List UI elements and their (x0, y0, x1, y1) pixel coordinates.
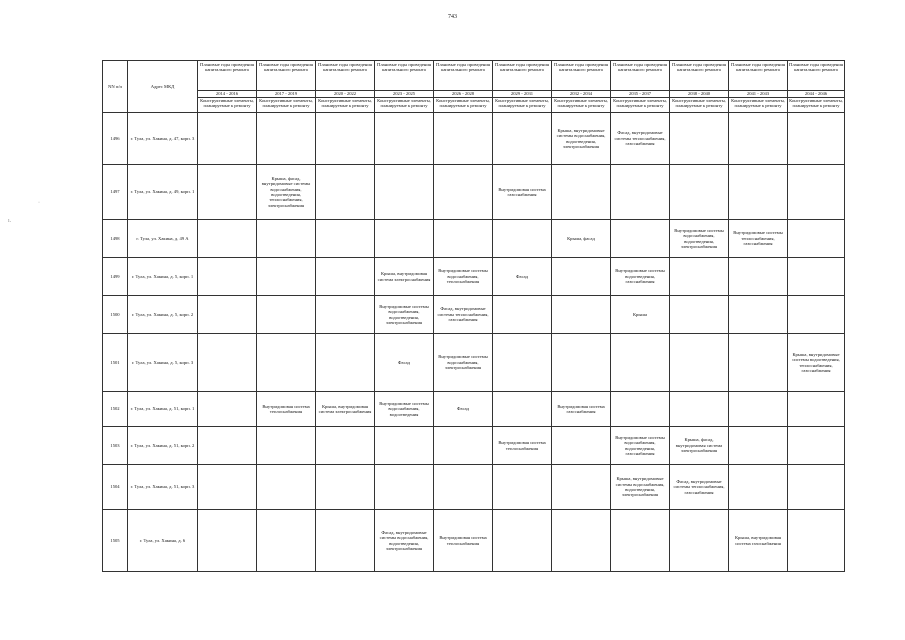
repair-elements-cell: Внутридомовые системы водоотведения, газоснабжения (611, 258, 670, 296)
repair-elements-cell: Внутридомовая система газоснабжения (493, 165, 552, 220)
col-title: Плановые годы проведения капитального ремонта (611, 61, 670, 91)
repair-elements-cell (434, 165, 493, 220)
repair-elements-cell: Внутридомовая система теплоснабжения (257, 392, 316, 427)
row-address: г. Тула, ул. Хакина, д. 49 А (128, 220, 198, 258)
repair-elements-cell: Крыша, внутридомовая система газоснабжения (729, 510, 788, 572)
repair-elements-cell: Внутридомовые системы водоснабжения, теплоснабжения (434, 258, 493, 296)
repair-elements-cell (257, 113, 316, 165)
repair-elements-cell (316, 165, 375, 220)
repair-elements-cell (316, 220, 375, 258)
repair-elements-cell: Внутридомовые системы водоснабжения, электроснабжения (434, 334, 493, 392)
row-number: 1503 (103, 427, 128, 465)
repair-elements-cell (670, 392, 729, 427)
repair-elements-cell (670, 113, 729, 165)
table-row (103, 510, 845, 572)
repair-elements-cell (316, 334, 375, 392)
row-number: 1496 (103, 113, 128, 165)
col-subtitle: Конструктивные элементы, планируемые к ремонту (611, 98, 670, 113)
period-2044: 2044 - 2046 (788, 91, 845, 98)
repair-elements-cell (611, 510, 670, 572)
col-subtitle: Конструктивные элементы, планируемые к ремонту (493, 98, 552, 113)
repair-elements-cell: Крыша, внутридомовая система электроснабжения (316, 392, 375, 427)
repair-elements-cell: Фасад, внутридомовые системы водоснабжения, водоотведения, электроснабжения (375, 510, 434, 572)
table-body (103, 113, 845, 572)
repair-elements-cell (729, 113, 788, 165)
col-subtitle: Конструктивные элементы, планируемые к ремонту (434, 98, 493, 113)
table-row (103, 165, 845, 220)
repair-elements-cell (729, 296, 788, 334)
repair-elements-cell (729, 258, 788, 296)
repair-elements-cell (788, 427, 845, 465)
repair-elements-cell (729, 392, 788, 427)
repair-elements-cell: Крыша, фасад, внутридомовая система электроснабжения (670, 427, 729, 465)
row-address: г. Тула, ул. Хакина, д. 51, корп. 1 (128, 392, 198, 427)
repair-schedule-table (102, 60, 845, 572)
table-row (103, 465, 845, 510)
repair-elements-cell (552, 334, 611, 392)
row-address: г. Тула, ул. Хакина, д. 49, корп. 1 (128, 165, 198, 220)
col-subtitle: Конструктивные элементы, планируемые к ремонту (788, 98, 845, 113)
repair-elements-cell (316, 465, 375, 510)
row-number: 1505 (103, 510, 128, 572)
repair-elements-cell (434, 220, 493, 258)
table-row (103, 392, 845, 427)
period-2038: 2038 - 2040 (670, 91, 729, 98)
repair-elements-cell (375, 465, 434, 510)
row-address: г. Тула, ул. Хакина, д. 51, корп. 2 (128, 427, 198, 465)
repair-elements-cell (552, 296, 611, 334)
repair-elements-cell (375, 165, 434, 220)
repair-elements-cell (788, 296, 845, 334)
col-title: Плановые годы проведения капитального ремонта (257, 61, 316, 91)
col-subtitle: Конструктивные элементы, планируемые к ремонту (375, 98, 434, 113)
repair-elements-cell (257, 220, 316, 258)
table-row (103, 296, 845, 334)
repair-elements-cell (316, 258, 375, 296)
repair-elements-cell (257, 296, 316, 334)
col-title: Плановые годы проведения капитального ремонта (670, 61, 729, 91)
repair-elements-cell (611, 220, 670, 258)
repair-elements-cell (198, 296, 257, 334)
repair-elements-cell (729, 465, 788, 510)
repair-elements-cell (257, 465, 316, 510)
col-num-header: NN п/п (103, 61, 128, 113)
row-address: г. Тула, ул. Хакина, д. 51, корп. 3 (128, 465, 198, 510)
col-title: Плановые годы проведения капитального ремонта (316, 61, 375, 91)
col-subtitle: Конструктивные элементы, планируемые к ремонту (552, 98, 611, 113)
repair-elements-cell (316, 510, 375, 572)
table-row (103, 427, 845, 465)
period-2035: 2035 - 2037 (611, 91, 670, 98)
repair-elements-cell (375, 220, 434, 258)
table-row (103, 334, 845, 392)
repair-elements-cell (316, 296, 375, 334)
repair-elements-cell (375, 427, 434, 465)
period-2023: 2023 - 2025 (375, 91, 434, 98)
repair-elements-cell (552, 258, 611, 296)
row-number: 1500 (103, 296, 128, 334)
repair-elements-cell (552, 465, 611, 510)
repair-elements-cell (552, 427, 611, 465)
repair-elements-cell (198, 392, 257, 427)
repair-elements-cell (198, 220, 257, 258)
repair-elements-cell (316, 427, 375, 465)
repair-elements-cell (198, 510, 257, 572)
period-2020: 2020 - 2022 (316, 91, 375, 98)
repair-elements-cell: Крыша, фасад, внутридомовые системы водоснабжения, водоотведения, теплоснабжения, электроснабжения (257, 165, 316, 220)
repair-elements-cell (729, 334, 788, 392)
col-subtitle: Конструктивные элементы, планируемые к ремонту (729, 98, 788, 113)
repair-elements-cell (552, 510, 611, 572)
period-2032: 2032 - 2034 (552, 91, 611, 98)
repair-elements-cell: Фасад (434, 392, 493, 427)
repair-elements-cell (198, 165, 257, 220)
row-address: г. Тула, ул. Хакина, д. 5, корп. 2 (128, 296, 198, 334)
repair-elements-cell (493, 392, 552, 427)
repair-elements-cell: Внутридомовая система газоснабжения (552, 392, 611, 427)
row-number: 1501 (103, 334, 128, 392)
repair-elements-cell (198, 334, 257, 392)
row-number: 1502 (103, 392, 128, 427)
repair-elements-cell (670, 334, 729, 392)
row-address: г. Тула, ул. Хакина, д. 5, корп. 3 (128, 334, 198, 392)
repair-elements-cell: Внутридомовые системы водоснабжения, водоотведения (375, 392, 434, 427)
period-2029: 2029 - 2031 (493, 91, 552, 98)
row-address: г. Тула, ул. Хакина, д. 5, корп. 1 (128, 258, 198, 296)
repair-elements-cell: Фасад (375, 334, 434, 392)
repair-elements-cell (788, 165, 845, 220)
page-number: 743 (448, 14, 457, 20)
header-row-periods (103, 91, 845, 98)
scan-mark: · (38, 200, 40, 206)
repair-elements-cell (493, 334, 552, 392)
repair-elements-cell: Внутридомовые системы водоснабжения, водоотведения, электроснабжения (670, 220, 729, 258)
repair-elements-cell (434, 465, 493, 510)
row-address: г. Тула, ул. Хакина, д. 6 (128, 510, 198, 572)
repair-elements-cell (670, 165, 729, 220)
repair-elements-cell (670, 510, 729, 572)
repair-elements-cell (493, 113, 552, 165)
repair-elements-cell (257, 510, 316, 572)
row-number: 1498 (103, 220, 128, 258)
row-number: 1497 (103, 165, 128, 220)
col-subtitle: Конструктивные элементы, планируемые к ремонту (316, 98, 375, 113)
repair-elements-cell (493, 220, 552, 258)
col-title: Плановые годы проведения капитального ремонта (198, 61, 257, 91)
repair-elements-cell (788, 113, 845, 165)
repair-elements-cell (611, 165, 670, 220)
repair-elements-cell: Внутридомовые системы водоснабжения, водоотведения, электроснабжения (375, 296, 434, 334)
repair-elements-cell: Фасад, внутридомовые системы теплоснабжения, газоснабжения (434, 296, 493, 334)
repair-elements-cell (729, 165, 788, 220)
col-address-header: Адрес МКД (128, 61, 198, 113)
repair-elements-cell: Внутридомовые системы водоснабжения, водоотведения, газоснабжения (611, 427, 670, 465)
repair-elements-cell (729, 427, 788, 465)
period-2026: 2026 - 2028 (434, 91, 493, 98)
repair-elements-cell (493, 510, 552, 572)
repair-elements-cell (257, 427, 316, 465)
repair-elements-cell (788, 510, 845, 572)
col-title: Плановые годы проведения капитального ремонта (375, 61, 434, 91)
repair-elements-cell (788, 220, 845, 258)
repair-elements-cell (434, 113, 493, 165)
repair-elements-cell: Внутридомовая система теплоснабжения (434, 510, 493, 572)
repair-elements-cell (434, 427, 493, 465)
repair-elements-cell (257, 258, 316, 296)
repair-elements-cell (611, 392, 670, 427)
repair-elements-cell (257, 334, 316, 392)
repair-elements-cell: Крыша (611, 296, 670, 334)
table-row (103, 258, 845, 296)
col-title: Плановые годы проведения капитального ремонта (552, 61, 611, 91)
repair-elements-cell (670, 296, 729, 334)
table-row (103, 113, 845, 165)
repair-elements-cell (788, 392, 845, 427)
period-2041: 2041 - 2043 (729, 91, 788, 98)
repair-elements-cell (493, 465, 552, 510)
repair-elements-cell (316, 113, 375, 165)
col-subtitle: Конструктивные элементы, планируемые к ремонту (198, 98, 257, 113)
col-title: Плановые годы проведения капитального ремонта (493, 61, 552, 91)
repair-elements-cell: Фасад, внутридомовые системы теплоснабжения, газоснабжения (611, 113, 670, 165)
header-row-title (103, 61, 845, 91)
repair-elements-cell (198, 113, 257, 165)
col-subtitle: Конструктивные элементы, планируемые к ремонту (670, 98, 729, 113)
row-number: 1504 (103, 465, 128, 510)
table-row (103, 220, 845, 258)
col-title: Плановые годы проведения капитального ремонта (434, 61, 493, 91)
period-2017: 2017 - 2019 (257, 91, 316, 98)
repair-elements-cell: Внутридомовые системы теплоснабжения, газоснабжения (729, 220, 788, 258)
repair-elements-cell (198, 258, 257, 296)
repair-elements-cell: Крыша, внутридомовые системы водоснабжения, водоотведения, электроснабжения (611, 465, 670, 510)
repair-elements-cell: Крыша, фасад (552, 220, 611, 258)
col-title: Плановые годы проведения капитального ремонта (788, 61, 845, 91)
repair-elements-cell (552, 165, 611, 220)
repair-elements-cell (375, 113, 434, 165)
repair-elements-cell: Фасад (493, 258, 552, 296)
scan-mark: ı. (8, 218, 12, 224)
repair-elements-cell (493, 296, 552, 334)
header-row-sub (103, 98, 845, 113)
repair-elements-cell: Крыша, внутридомовые системы водоснабжения, водоотведения, электроснабжения (552, 113, 611, 165)
repair-elements-cell: Крыша, внутридомовая система электроснабжения (375, 258, 434, 296)
repair-elements-cell: Крыша, внутридомовые системы водоотведения, теплоснабжения, газоснабжения (788, 334, 845, 392)
col-title: Плановые годы проведения капитального ремонта (729, 61, 788, 91)
repair-elements-cell (198, 427, 257, 465)
repair-elements-cell: Внутридомовая система теплоснабжения (493, 427, 552, 465)
repair-elements-cell (788, 258, 845, 296)
row-address: г. Тула, ул. Хакина, д. 47, корп. 3 (128, 113, 198, 165)
period-2014: 2014 - 2016 (198, 91, 257, 98)
repair-elements-cell (198, 465, 257, 510)
repair-elements-cell (788, 465, 845, 510)
repair-elements-cell (670, 258, 729, 296)
repair-elements-cell (611, 334, 670, 392)
row-number: 1499 (103, 258, 128, 296)
col-subtitle: Конструктивные элементы, планируемые к ремонту (257, 98, 316, 113)
repair-elements-cell: Фасад, внутридомовые системы теплоснабжения, газоснабжения (670, 465, 729, 510)
